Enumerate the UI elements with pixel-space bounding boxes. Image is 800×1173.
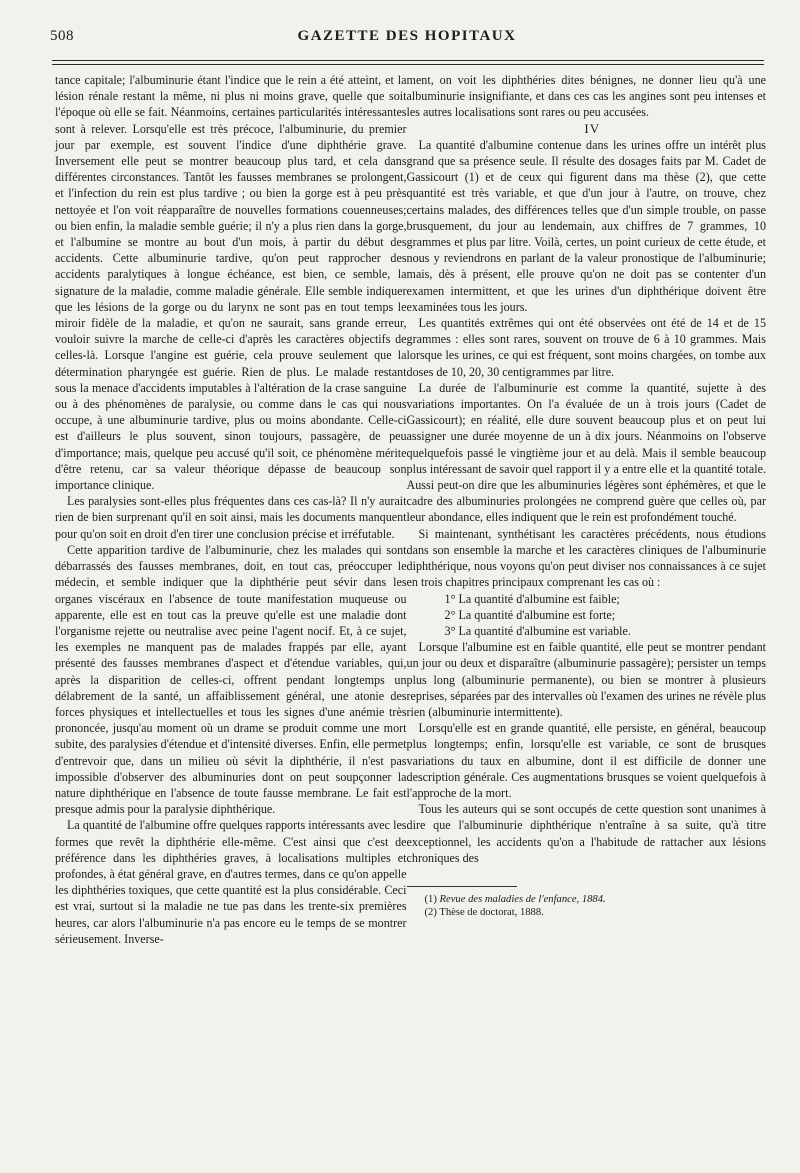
paragraph: tance capitale; l'albuminurie étant l'indice que le rein a été atteint, et la lésion rénale restant la même, ni plus ni moins grave, quelle que soit l'époque où elle se fait. Néanmoins, certaines particularités intéressantes sont à relever. Lorsqu'elle est très précoce, l'albuminurie, du premier jour par exemple, est souvent l'indice d'une diphthérie grave. Inversement elle peut se montrer beaucoup plus tard, et cela dans différentes circonstances. Tantôt les fausses membranes se prolongent, et l'infection du rein est plus tardive ; ou bien la gorge est à peu près nettoyée et l'on voit réapparaître de nouvelles formations couenneuses; ou bien enfin, la maladie semble guérie; il n'y a plus rien dans la gorge, et l'albumine se montre au bout d'un mois, à partir du début des accidents. Cette albuminurie tardive, qu'on peut rapprocher des accidents paralytiques à longue échéance, est bien, ce semble, la signature de la maladie, comme maladie générale. Elle semble indiquer que les lésions de la gorge ou du larynx ne sont pas en tout temps le miroir fidèle de la maladie, et qu'on ne saurait, sans grande erreur, vouloir suivre la marche de celle-ci d'après les caractères objectifs de celles-là. Lorsque l'angine est guérie, cela prouve seulement que la détermination pharyngée est guérie. Rien de plus. Le malade restant sous la menace d'accidents imputables à l'altération de la crase sanguine ou à des phénomènes de paralysie, ou comme dans le cas qui nous occupe, à une albuminurie tardive, plus ou moins abondante. Celle-ci est d'ailleurs le plus souvent, sinon toujours, passagère, de peu d'importance; mais, quelque peu accusé qu'il soit, ce phénomène mérite d'être retenu, car sa valeur théorique dépasse de beaucoup son importance clinique. bbox=[55, 73, 407, 493]
paragraph: Tous les auteurs qui se sont occupés de cette question sont unanimes à dire que l'albuminurie diphthérique n'entraîne à sa suite, qu'à titre exceptionnel, les accidents qu'on a l'habitude de rattacher aux lésions chroniques des bbox=[406, 802, 766, 865]
footnote-text: Thèse de doctorat, 1888. bbox=[439, 907, 544, 919]
right-column bbox=[407, 72, 766, 1072]
footnote-marker: (2) bbox=[424, 907, 437, 919]
paragraph: Les quantités extrêmes qui ont été observées ont été de 14 et de 15 grammes : elles sont rares, souvent on trouve de 6 à 10 grammes. Mais lorsque les urines, ce qui est fréquent, sont moins chargées, on tombe aux doses de 10, 20, 30 centigrammes par litre. bbox=[406, 316, 766, 379]
list-item: 2° La quantité d'albumine est forte; bbox=[444, 607, 616, 622]
page-header bbox=[50, 28, 764, 50]
running-title: GAZETTE DES HOPITAUX bbox=[297, 28, 517, 44]
paragraph: Lorsque l'albumine est en faible quantité, elle peut se montrer pendant un jour ou deux et disparaître (albuminurie passagère); persister un temps plus long (albuminurie permanente), ou bien se montrer à plusieurs reprises, séparées par des intervalles où l'examen des urines ne révèle plus rien (albuminurie intermittente). bbox=[406, 640, 766, 719]
header-rule bbox=[52, 60, 764, 61]
paragraph: Si maintenant, synthétisant les caractères précédents, nous étudions dans son ensemble la marche et les caractères cliniques de l'albuminurie diphthérique, nous voyons qu'on peut diviser nos connaissances à ce sujet en trois chapitres principaux comprenant les cas où : bbox=[406, 526, 766, 590]
section-number: IV bbox=[584, 120, 601, 136]
paragraph: La durée de l'albuminurie est comme la quantité, sujette à des variations importantes. On l'a évaluée de un à trois jours (Cadet de Gassicourt); en réalité, elle dure souvent beaucoup plus et on peut lui assigner une durée moyenne de un à dix jours. Néanmoins on l'observe quelquefois passé le vingtième jour et au delà. Mais il semble beaucoup plus intéressant de savoir quel rapport il y a entre elle et la quantité totale. Aussi peut-on dire que les albuminuries légères sont éphémères, et que le cadre des albuminuries prolongées ne comprend guère que celles où, par leur abondance, elles indiquent que le rein est profondément touché. bbox=[406, 380, 766, 525]
header-rule-thin bbox=[52, 64, 764, 65]
page-number: 508 bbox=[50, 28, 74, 44]
paragraph: Lorsqu'elle est en grande quantité, elle persiste, en général, beaucoup plus longtemps; enfin, lorsqu'elle est variable, ce sont de brusques variations du taux en albumine, dont il est difficile de donner une description générale. Ces augmentations brusques se voient quelquefois à l'approche de la mort. bbox=[406, 721, 766, 800]
paragraph: ment, on voit les diphthéries dites bénignes, ne donner lieu qu'à une albuminurie insignifiante, et dans ces cas les angines sont peu intenses et les autres localisations sont rares ou peu accusées. bbox=[406, 73, 766, 120]
paragraph: Cette apparition tardive de l'albuminurie, chez les malades qui sont débarrassés des fausses membranes, doit, en tout cas, préoccuper le médecin, et semble indiquer que la diphthérie peut sévir dans les organes viscéraux en l'absence de toute manifestation muqueuse ou apparente, elle est en tout cas la preuve qu'elle est une maladie dont l'organisme rejette ou neutralise avec peine l'agent nocif. Et, à ce sujet, les exemples ne manquent pas de malades frappés par elle, ayant présenté des fausses membranes d'aspect et d'étendue variables, qui, après la disparition de celles-ci, offrent pendant longtemps un délabrement de la santé, un affaiblissement général, une atonie des forces physiques et intellectuelles et tous les signes d'une anémie très prononcée, jusqu'au moment où un drame se produit comme une mort subite, des paralysies d'étendue et d'intensité diverses. Enfin, elle permet d'entrevoir que, dans un milieu où sévit la diphthérie, il n'est pas impossible d'observer des albuminuries dont on peut soupçonner la nature diphthérique en l'absence de toute fausse membrane. Le fait est presque admis pour la paralysie diphthérique. bbox=[55, 542, 407, 817]
list-item: 1° La quantité d'albumine est faible; bbox=[444, 591, 620, 606]
footnote-marker: (1) bbox=[424, 893, 437, 905]
footnote bbox=[407, 893, 766, 907]
left-column bbox=[55, 72, 407, 1072]
paragraph: Les paralysies sont-elles plus fréquentes dans ces cas-là? Il n'y aurait rien de bien surprenant qu'il en soit ainsi, mais les documents manquent pour qu'on soit en droit d'en tirer une conclusion précise et irréfutable. bbox=[55, 494, 407, 541]
paragraph: La quantité d'albumine contenue dans les urines offre un intérêt plus grand que sa présence seule. Il résulte des dosages faits par M. Cadet de Gassicourt (1) et de ceux qui figurent dans ma thèse (2), que cette quantité est très variable, et que d'un jour à l'autre, on trouve, chez certains malades, des différences telles que d'un simple trouble, on passe brusquement, du jour au lendemain, aux chiffres de 7 grammes, 10 grammes et plus par litre. Voilà, certes, un point curieux de cette étude, et nous y reviendrons en parlant de la valeur pronostique de l'albuminurie; mais, dès à présent, elle prouve qu'on ne doit pas se contenter d'un examen intermittent, et que les urines d'un diphthérique doivent être examinées tous les jours. bbox=[406, 137, 766, 314]
footnote bbox=[407, 906, 766, 920]
footnote-rule bbox=[407, 886, 517, 887]
footnote-text: Revue des maladies de l'enfance, 1884. bbox=[439, 893, 606, 905]
paragraph: La quantité de l'albumine offre quelques rapports intéressants avec les formes que revêt la diphthérie elle-même. C'est ainsi que c'est de préférence dans les diphthéries graves, à localisations multiples et profondes, à état général grave, en d'autres termes, dans ce qu'on appelle les diphthéries toxiques, que cette quantité est la plus considérable. Ceci est vrai, surtout si la maladie ne tue pas dans les trente-six premières heures, car alors l'albuminurie n'a pas encore eu le temps de se montrer sérieusement. Inverse- bbox=[55, 818, 407, 946]
list-item: 3° La quantité d'albumine est variable. bbox=[444, 623, 631, 638]
text-columns bbox=[55, 72, 766, 1072]
